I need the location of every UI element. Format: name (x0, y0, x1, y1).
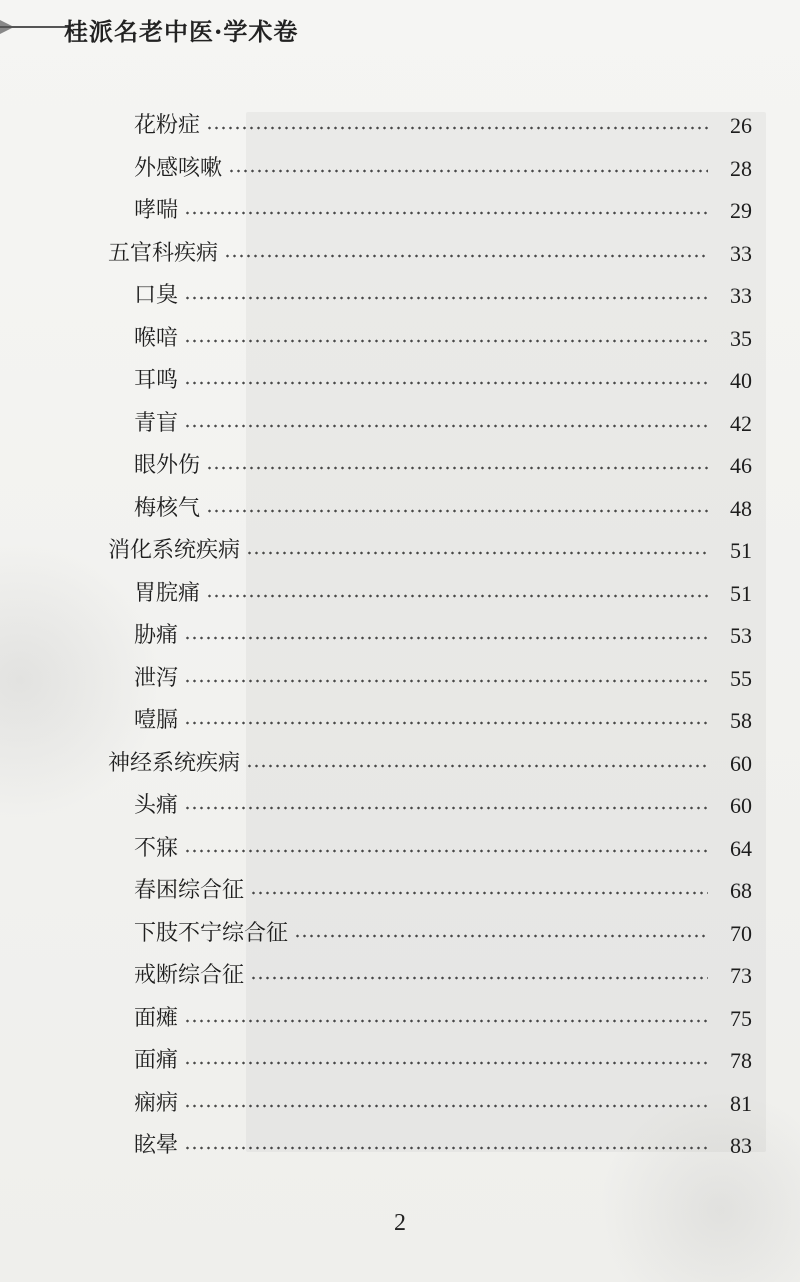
dot-leader (246, 551, 708, 555)
toc-entry-title: 春困综合征 (134, 878, 245, 903)
toc-entry-title: 耳鸣 (134, 368, 179, 393)
dot-leader (184, 1104, 708, 1108)
dot-leader (184, 1061, 708, 1065)
toc-entry (0, 446, 800, 486)
toc-page-number: 46 (730, 453, 752, 478)
toc-entry (0, 744, 800, 784)
toc-entry-title: 泄泻 (134, 665, 179, 691)
dot-leader (184, 849, 708, 853)
toc-entry (0, 404, 800, 444)
toc-page-number: 51 (730, 538, 752, 563)
toc-entry-title: 痫病 (134, 1090, 179, 1116)
toc-entry (0, 149, 800, 189)
toc-entry (0, 786, 800, 826)
toc-page-number: 68 (730, 878, 752, 903)
toc-entry (0, 361, 800, 401)
toc-entry (0, 319, 800, 359)
dot-leader (206, 126, 708, 130)
dot-leader (184, 424, 708, 428)
dot-leader (250, 891, 708, 895)
toc-page-number: 53 (730, 623, 752, 648)
toc-page-number: 58 (730, 708, 752, 733)
toc-entry (0, 871, 800, 911)
toc-entry-title: 梅核气 (134, 495, 201, 521)
toc-page-number: 60 (730, 750, 752, 776)
toc-entry (0, 914, 800, 954)
toc-entry-title: 青盲 (134, 410, 179, 436)
dot-leader (246, 764, 708, 768)
toc-entry-title: 不寐 (134, 835, 179, 861)
toc-entry-title: 眼外伤 (134, 453, 201, 478)
toc-page-number: 42 (730, 410, 752, 436)
dot-leader (184, 211, 708, 215)
dot-leader (184, 721, 708, 725)
toc-entry (0, 531, 800, 571)
toc-page-number: 48 (730, 495, 752, 521)
dot-leader (228, 169, 708, 173)
dot-leader (206, 466, 708, 470)
toc-entry-title: 噎膈 (134, 708, 179, 733)
toc-entry (0, 956, 800, 996)
toc-page-number: 75 (730, 1005, 752, 1031)
toc-page-number: 51 (730, 580, 752, 606)
toc-entry (0, 829, 800, 869)
toc-page-number: 35 (730, 325, 752, 351)
dot-leader (184, 1146, 708, 1150)
dot-leader (184, 806, 708, 810)
dot-leader (206, 594, 708, 598)
toc-entry-title: 哮喘 (134, 198, 179, 223)
toc-entry-title: 外感咳嗽 (134, 155, 223, 181)
toc-entry-title: 下肢不宁综合征 (134, 920, 289, 946)
toc-entry (0, 1126, 800, 1166)
toc-page-number: 33 (730, 240, 752, 266)
dot-leader (184, 381, 708, 385)
toc-entry (0, 659, 800, 699)
toc-entry-title: 口臭 (134, 283, 179, 308)
dot-leader (224, 254, 708, 258)
toc-entry (0, 701, 800, 741)
toc-entry-title: 戒断综合征 (134, 963, 245, 988)
toc-page-number: 81 (730, 1090, 752, 1116)
dot-leader (184, 296, 708, 300)
toc-page-number: 29 (730, 198, 752, 223)
toc-entry (0, 276, 800, 316)
toc-page-number: 55 (730, 665, 752, 691)
toc-entry-title: 胃脘痛 (134, 580, 201, 606)
header-rule (0, 26, 70, 28)
toc-page-number: 26 (730, 113, 752, 138)
dot-leader (184, 1019, 708, 1023)
toc-entry-title: 胁痛 (134, 623, 179, 648)
toc-page-number: 60 (730, 793, 752, 818)
toc-page-number: 70 (730, 920, 752, 946)
dot-leader (250, 976, 708, 980)
toc-entry-title: 面痛 (134, 1048, 179, 1073)
toc-entry-title: 面瘫 (134, 1005, 179, 1031)
dot-leader (184, 339, 708, 343)
dot-leader (184, 679, 708, 683)
toc-page-number: 28 (730, 155, 752, 181)
toc-entry-title: 眩晕 (134, 1133, 179, 1158)
toc-page-number: 83 (730, 1133, 752, 1158)
dot-leader (184, 636, 708, 640)
toc-page-number: 78 (730, 1048, 752, 1073)
toc-entry (0, 1041, 800, 1081)
toc-page-number: 33 (730, 283, 752, 308)
toc-entry-title: 喉喑 (134, 325, 179, 351)
toc-entry (0, 616, 800, 656)
toc-section-title: 神经系统疾病 (108, 750, 241, 776)
toc-section-title: 消化系统疾病 (108, 538, 241, 563)
toc-entry (0, 574, 800, 614)
toc-entry (0, 489, 800, 529)
toc-entry-title: 花粉症 (134, 113, 201, 138)
toc-entry (0, 191, 800, 231)
toc-section-title: 五官科疾病 (108, 240, 219, 266)
toc-entry-title: 头痛 (134, 793, 179, 818)
toc-page-number: 73 (730, 963, 752, 988)
dot-leader (206, 509, 708, 513)
dot-leader (294, 934, 708, 938)
toc-entry (0, 234, 800, 274)
toc-page-number: 64 (730, 835, 752, 861)
toc-page-number: 40 (730, 368, 752, 393)
page-number: 2 (394, 1210, 406, 1236)
toc-entry (0, 1084, 800, 1124)
toc-entry (0, 106, 800, 146)
toc-entry (0, 999, 800, 1039)
running-header-title: 桂派名老中医·学术卷 (64, 17, 299, 46)
